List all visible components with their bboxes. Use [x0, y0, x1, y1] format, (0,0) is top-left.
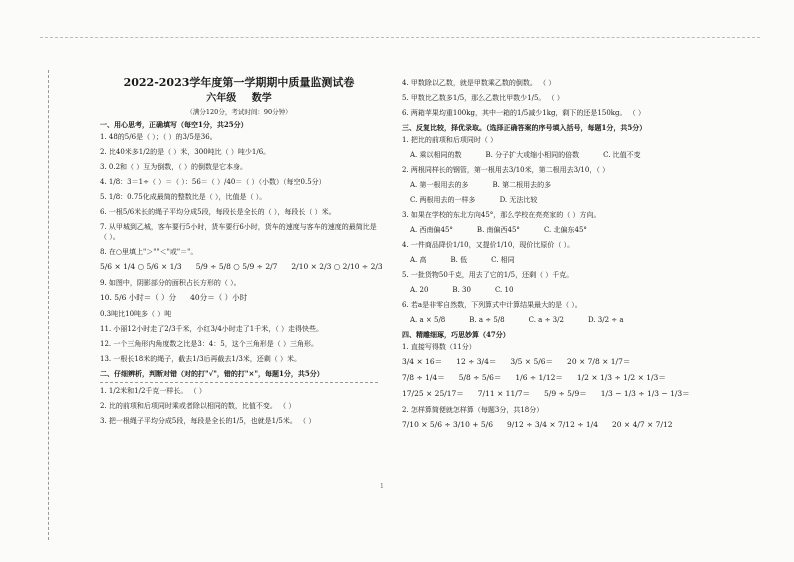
judge-2: 2. 比的前项和后项同时乘或者除以相同的数，比值不变。 （ ）	[100, 402, 296, 410]
choice-2: 2. 两根同样长的钢管，第一根用去3/10米，第二根用去3/10，（ ）	[402, 166, 610, 174]
option: A. a × 5/8	[410, 316, 446, 324]
calc-row-4	[402, 420, 762, 430]
exam-title: 2022-2023学年度第一学期期中质量监测试卷	[123, 76, 355, 89]
choice-5-options	[410, 285, 762, 295]
compare-item: 2/10 × 2/3 ○ 2/10 ÷ 2/3	[291, 262, 383, 271]
left-column	[100, 76, 383, 431]
option: B. 南偏西45°	[476, 226, 520, 234]
judge-3: 3. 把一根绳子平均分成5段，每段是全长的1/5，也就是1/5米。 （ ）	[100, 417, 316, 425]
judge-6: 6. 两箱苹果均重100kg，其中一箱的1/5减少1kg，剩下的还是150kg。 （ ）	[402, 109, 645, 117]
question-13: 13. 一根长18米的绳子，截去1/3后再截去1/3米，还剩（ ）米。	[100, 355, 302, 363]
option: C. 相同	[491, 256, 515, 264]
choice-1-options	[410, 150, 762, 160]
option: B. 30	[452, 286, 471, 294]
binding-margin	[0, 30, 68, 530]
exam-subtitle	[100, 94, 378, 104]
section-3-heading: 三、反复比较，择优录取。（选择正确答案的序号填入括号，每题1分，共5分）	[402, 123, 647, 132]
calc-item: 7/10 × 5/6 ÷ 3/10 + 5/6	[402, 420, 493, 429]
calc-item: 5/8 ÷ 5/6＝	[458, 373, 502, 382]
calc-row-2	[402, 373, 762, 383]
choice-3: 3. 如果在学校的东北方向45°，那么学校在亮亮家的（ ）方向。	[402, 211, 601, 219]
choice-5: 5. 一批货物50千克，用去了它的1/5，还剩（ ）千克。	[402, 271, 574, 279]
option: B. a ÷ 5/8	[469, 316, 505, 324]
choice-6-options	[410, 315, 762, 325]
calc-item: 17/25 × 25/17＝	[402, 389, 464, 398]
compare-item: 5/9 ÷ 5/8 ○ 5/9 ÷ 2/7	[195, 262, 278, 271]
section-divider	[100, 382, 378, 383]
option: A. 20	[410, 286, 429, 294]
question-7: 7. 从甲城到乙城，客车要行5小时，货车要行6小时，货车的速度与客车的速度的最简比是（ ）。	[100, 223, 377, 241]
choice-4: 4. 一件商品降价1/10，又提价1/10，现价比原价（ ）。	[402, 241, 575, 249]
judge-4: 4. 甲数除以乙数，就是甲数乘乙数的倒数。 （ ）	[402, 79, 556, 87]
choice-2-options	[410, 180, 762, 190]
question-11: 11. 小丽12小时走了2/3千米，小红3/4小时走了1千米，（ ）走得快些。	[100, 325, 323, 333]
option: D. 无法比较	[499, 196, 538, 204]
conversion-item: 40分＝（ ）小时	[190, 293, 248, 302]
question-4: 4. 1/8：3＝1÷（ ）＝（ ）：56＝（ ）/40＝（ ）（小数）（每空0.5分）	[100, 178, 326, 186]
page-number: 1	[380, 483, 384, 490]
option: B. 分子扩大或缩小相同的倍数	[485, 151, 580, 159]
question-8: 8. 在○里填上"＞""＜"或"＝"。	[100, 248, 198, 256]
option: D. 3/2 ÷ a	[587, 316, 624, 324]
top-divider	[40, 37, 760, 38]
calc-item: 7/8 ÷ 1/4＝	[402, 373, 445, 382]
choice-4-options	[410, 255, 762, 265]
section-2-heading: 二、仔细辨析，判断对错（对的打"√"，错的打"×"，每题1分，共5分）	[100, 369, 324, 378]
question-5: 5. 1/8：0.75化成最简的整数比是（ ），比值是（ ）。	[100, 193, 267, 201]
option: C. 比值不变	[603, 151, 641, 159]
section-1-heading: 一、用心思考，正确填写（每空1分，共25分）	[100, 120, 248, 129]
calc-item: 3/4 × 16＝	[402, 357, 443, 366]
option: C. a ÷ 3/2	[528, 316, 564, 324]
option: A. 西南偏45°	[410, 226, 453, 234]
subsection-2: 2. 怎样算简便就怎样算（每题3分，共18分）	[402, 406, 544, 414]
calc-row-1	[402, 357, 762, 367]
calc-item: 5/9 ÷ 5/9＝	[544, 389, 587, 398]
conversion-item: 10. 5/6 小时＝（ ）分	[100, 293, 177, 302]
grade-label: 六年级	[206, 93, 237, 104]
question-3: 3. 0.2和（ ）互为倒数，（ ）的倒数是它本身。	[100, 163, 247, 171]
calc-item: 3/5 × 5/6＝	[510, 357, 554, 366]
binding-line	[48, 70, 49, 540]
calc-row-3	[402, 389, 762, 399]
calc-item: 20 × 7/8 × 1/7＝	[567, 357, 631, 366]
judge-1: 1. 1/2米和1/2千克一样长。 （ ）	[100, 387, 206, 395]
calc-item: 7/11 × 11/7＝	[477, 389, 531, 398]
calc-item: 20 × 4/7 × 7/12	[611, 420, 673, 429]
option: C. 两根用去的一样多	[410, 196, 476, 204]
option: C. 北偏东45°	[543, 226, 587, 234]
question-6: 6. 一根5/6米长的绳子平均分成5段，每段长是全长的（ ），每段长（ ）米。	[100, 208, 336, 216]
subject-label: 数学	[251, 93, 272, 104]
right-column	[402, 78, 762, 436]
option: A. 第一根用去的多	[410, 181, 469, 189]
question-10c: 0.3吨比10吨多（ ）吨	[100, 310, 172, 318]
choice-1: 1. 把比的前项和后项同时（ ）	[402, 136, 498, 144]
calc-item: 12 ÷ 3/4＝	[456, 357, 497, 366]
option: A. 乘以相同的数	[410, 151, 462, 159]
option: C. 10	[494, 286, 514, 294]
conversion-row	[100, 293, 378, 303]
calc-item: 9/12 ÷ 3/4 × 7/12 ÷ 1/4	[506, 420, 598, 429]
option: A. 高	[410, 256, 427, 264]
calc-item: 1/2 × 1/3 ÷ 1/2 × 1/3＝	[576, 373, 666, 382]
compare-row	[100, 262, 383, 272]
subsection-1: 1. 直接写得数（11分）	[402, 343, 476, 351]
question-2: 2. 比40米多1/2的是（ ）米，300吨比（ ）吨少1/6。	[100, 148, 271, 156]
choice-3-options	[410, 225, 762, 235]
choice-6: 6. 若a是非零自然数，下列算式中计算结果最大的是（ ）。	[402, 301, 582, 309]
question-9: 9. 如图中，阴影部分的面积占长方形的（ ）。	[100, 279, 241, 287]
section-4-heading: 四、精雕细琢，巧思妙算（47分）	[402, 330, 510, 339]
choice-2-options-2	[410, 195, 762, 205]
option: B. 低	[450, 256, 468, 264]
option: B. 第二根用去的多	[492, 181, 552, 189]
question-12: 12. 一个三角形内角度数之比是3：4：5，这个三角形是（ ）三角形。	[100, 340, 318, 348]
exam-note: （满分120分，考试时间：90分钟）	[186, 108, 292, 116]
calc-item: 1/3 − 1/3 ÷ 1/3 − 1/3＝	[600, 389, 690, 398]
calc-item: 1/6 ÷ 1/12＝	[515, 373, 563, 382]
compare-item: 5/6 × 1/4 ○ 5/6 × 1/3	[100, 262, 182, 271]
judge-5: 5. 甲数比乙数多1/5，那么乙数比甲数少1/5。 （ ）	[402, 94, 564, 102]
question-1: 1. 48的5/6是（ ）；（ ）的3/5是36。	[100, 133, 217, 141]
